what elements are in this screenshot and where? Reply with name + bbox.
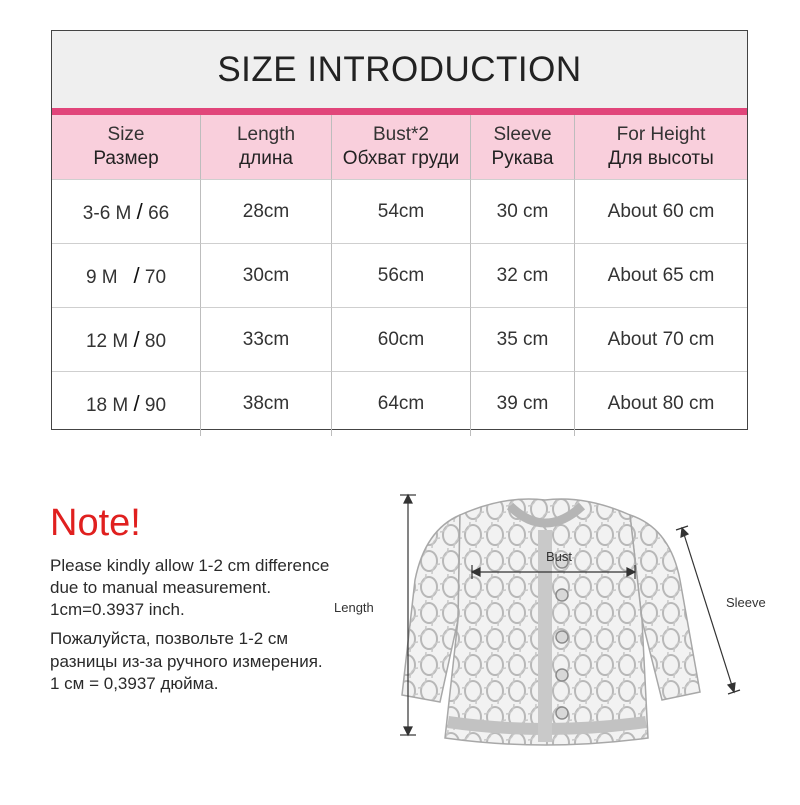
header-sleeve [471,115,575,180]
header-for-height-en: For Height [616,124,706,145]
cardigan-diagram [330,470,790,800]
header-for-height-ru: Для высоты [608,148,714,169]
length-label: Length [334,600,374,615]
header-sleeve-en: Sleeve [493,124,552,145]
row-2-sleeve: 32 cm [471,244,575,308]
header-size-en: Size [107,124,145,145]
note-en-line-2: due to manual measurement. [50,578,272,597]
row-1-sleeve: 30 cm [471,180,575,244]
header-length [201,115,332,180]
header-length-ru: длина [239,148,293,169]
left-sleeve [402,515,460,702]
row-3-for-height: About 70 cm [575,308,747,372]
row-4-for-height: About 80 cm [607,393,715,414]
row-1-size-label: 3-6 M [82,202,132,224]
note-ru-line-3: 1 см = 0,3937 дюйма. [50,674,219,693]
row-3-size [52,308,201,372]
size-table [51,30,748,430]
row-3-height-cm: 80 [144,330,167,352]
row-2-for-height: About 65 cm [575,244,747,308]
row-3-sleeve: 35 cm [471,308,575,372]
header-size-ru: Размер [93,148,159,169]
row-2-bust: 56cm [332,244,471,308]
row-2-size-label: 9 M [85,266,118,288]
button-5 [556,707,568,719]
row-3-bust: 60cm [332,308,471,372]
row-2-length: 30cm [201,244,332,308]
cardigan-illustration [330,470,790,800]
row-3-sep: / [133,326,140,352]
row-4-size-label: 18 M [85,395,129,416]
row-2-size [52,244,201,308]
row-2-height-cm: 70 [144,266,167,288]
row-1-length: 28cm [201,180,332,244]
table-title: SIZE INTRODUCTION [52,31,747,108]
note-ru-line-1: Пожалуйста, позвольте 1-2 см [50,629,289,648]
row-1-sep: / [136,198,143,224]
row-4-size [52,372,201,436]
row-3-length: 33cm [201,308,332,372]
header-length-en: Length [236,124,296,145]
row-1-size [52,180,201,244]
row-4-sleeve: 39 cm [471,372,575,436]
note-ru-line-2: разницы из-за ручного измерения. [50,652,323,671]
row-2-sep: / [133,262,140,288]
sleeve-label: Sleeve [726,595,766,610]
header-sleeve-ru: Рукава [491,148,554,169]
row-4-height-cm: 90 [144,395,167,416]
button-4 [556,669,568,681]
header-size [52,115,201,180]
header-bust-ru: Обхват груди [342,148,460,169]
bust-label: Bust [546,549,573,564]
button-3 [556,631,568,643]
row-4-bust: 64cm [332,372,471,436]
accent-line [52,108,747,115]
header-bust-en: Bust*2 [373,124,429,145]
note-en-line-3: 1cm=0.3937 inch. [50,600,185,619]
row-4-length: 38cm [201,372,332,436]
size-grid [52,115,747,436]
row-1-bust: 54cm [332,180,471,244]
row-4-sep: / [133,391,140,416]
header-for-height [575,115,747,180]
header-bust [332,115,471,180]
row-1-for-height: About 60 cm [575,180,747,244]
row-3-size-label: 12 M [85,330,129,352]
row-1-height-cm: 66 [148,202,170,224]
note-title: Note! [50,502,141,544]
note-en-line-1: Please kindly allow 1-2 cm difference [50,556,330,575]
button-2 [556,589,568,601]
